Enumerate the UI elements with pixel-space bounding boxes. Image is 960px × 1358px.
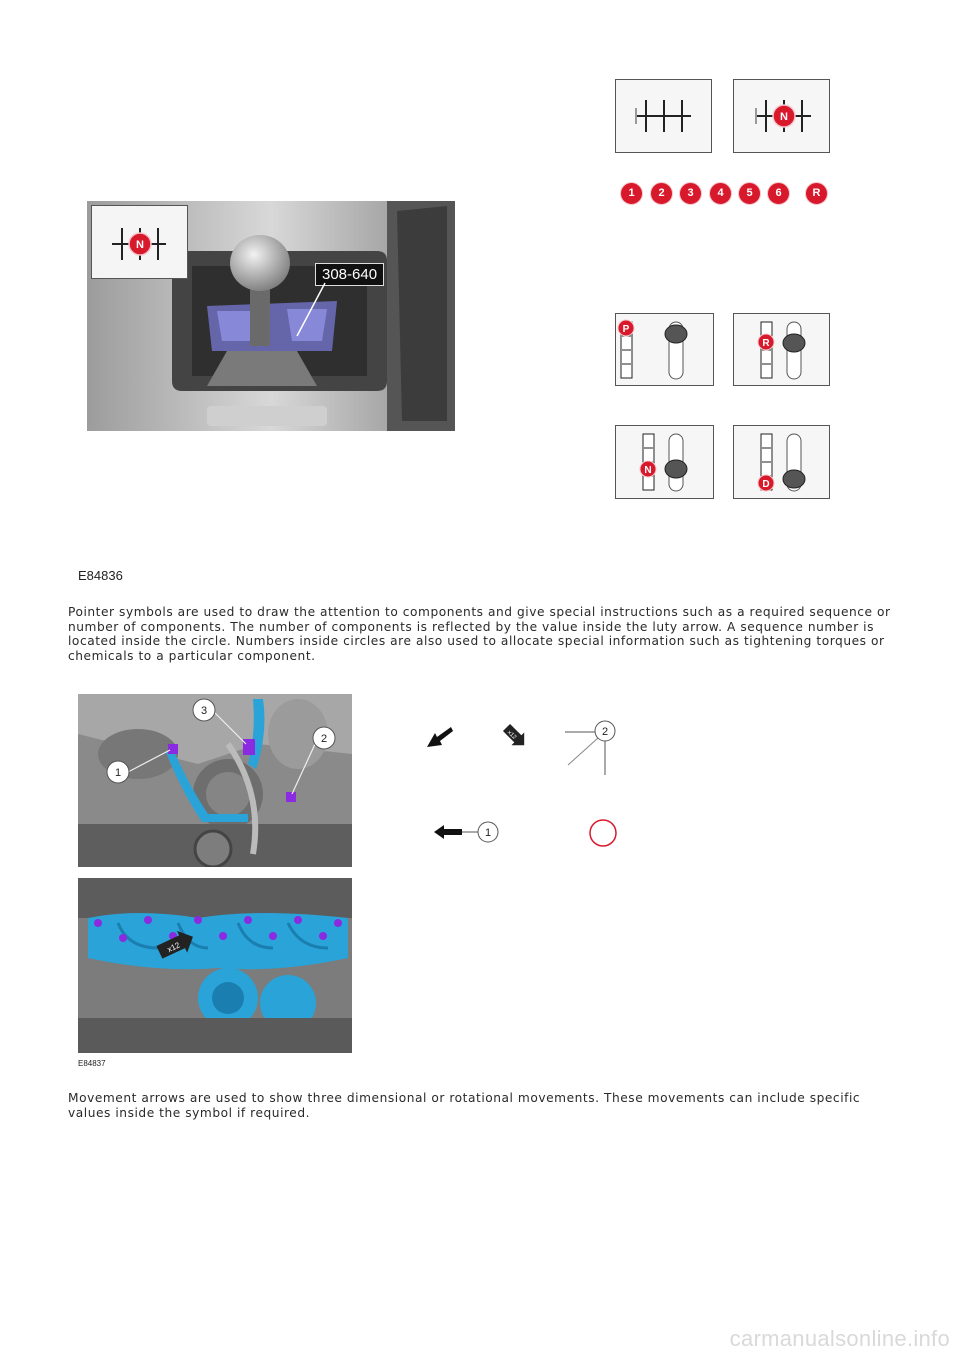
engine-callout-2: 2 [320,733,328,745]
engine-top-illustration [78,694,352,867]
selector-box-p [615,313,714,386]
sequence-circle-4: 4 [709,182,732,205]
sequence-circle-5: 5 [738,182,761,205]
selector-d-icon [734,426,829,498]
engine-photo-top [78,694,352,867]
sequence-circle-1: 1 [620,182,643,205]
selector-p-letter: P [622,324,630,335]
engine-bottom-illustration [78,878,352,1053]
selector-r-letter: R [762,338,770,349]
selector-p-icon [616,314,713,385]
selector-box-d [733,425,830,499]
selector-n-icon [616,426,713,498]
luty-arrow-icon [500,722,530,750]
figure-id-e84837: E84837 [78,1059,106,1068]
selector-d-letter: D [762,479,770,490]
arrow-with-number-icon [432,820,502,846]
pointer-symbols-paragraph: Pointer symbols are used to draw the attention to components and give special instructions such as a required sequence or number of components. The number of components is reflected by the value inside the luty arrow. A sequence number is located inside the circle. Numbers inside circles are also used to allocate special information such as tightening torques or chemicals to a particular component. [68,605,891,663]
gear-gate-plain-icon [616,80,711,152]
figure-id-e84836: E84836 [78,568,123,583]
special-tool-label: 308-640 [315,263,384,286]
sequence-circle-r: R [805,182,828,205]
inset-gear-gate-icon [92,206,187,278]
site-watermark: carmanualsonline.info [729,1326,950,1351]
gear-shifter-photo [87,201,455,431]
callout-circle-with-leaders-icon [560,715,625,780]
inset-gear-letter: N [136,239,144,251]
svg-text:x12: x12 [505,729,518,741]
movement-arrows-paragraph: Movement arrows are used to show three dimensional or rotational movements. These movements can include specific values inside the symbol if required. [68,1091,861,1120]
engine-callout-3: 3 [200,705,208,717]
selector-r-icon [734,314,829,385]
gate-highlight-letter: N [780,111,788,123]
gear-gate-neutral [733,79,830,153]
pointer-arrow-icon [425,725,455,750]
gear-gate-neutral-icon [734,80,829,152]
engine-multiplier-label: x12 [165,940,182,955]
sequence-circle-2: 2 [650,182,673,205]
empty-red-circle-icon [587,817,619,849]
tool-leader-line [277,281,337,341]
sequence-circle-6: 6 [767,182,790,205]
engine-callout-1: 1 [114,767,122,779]
engine-photo-bottom [78,878,352,1053]
sequence-circle-3: 3 [679,182,702,205]
selector-box-n [615,425,714,499]
inset-gear-gate [91,205,188,279]
selector-n-letter: N [644,465,652,476]
selector-box-r [733,313,830,386]
gear-gate-plain [615,79,712,153]
symbol-arrow-number: 1 [484,827,492,839]
symbol-callout-top-number: 2 [601,726,609,738]
